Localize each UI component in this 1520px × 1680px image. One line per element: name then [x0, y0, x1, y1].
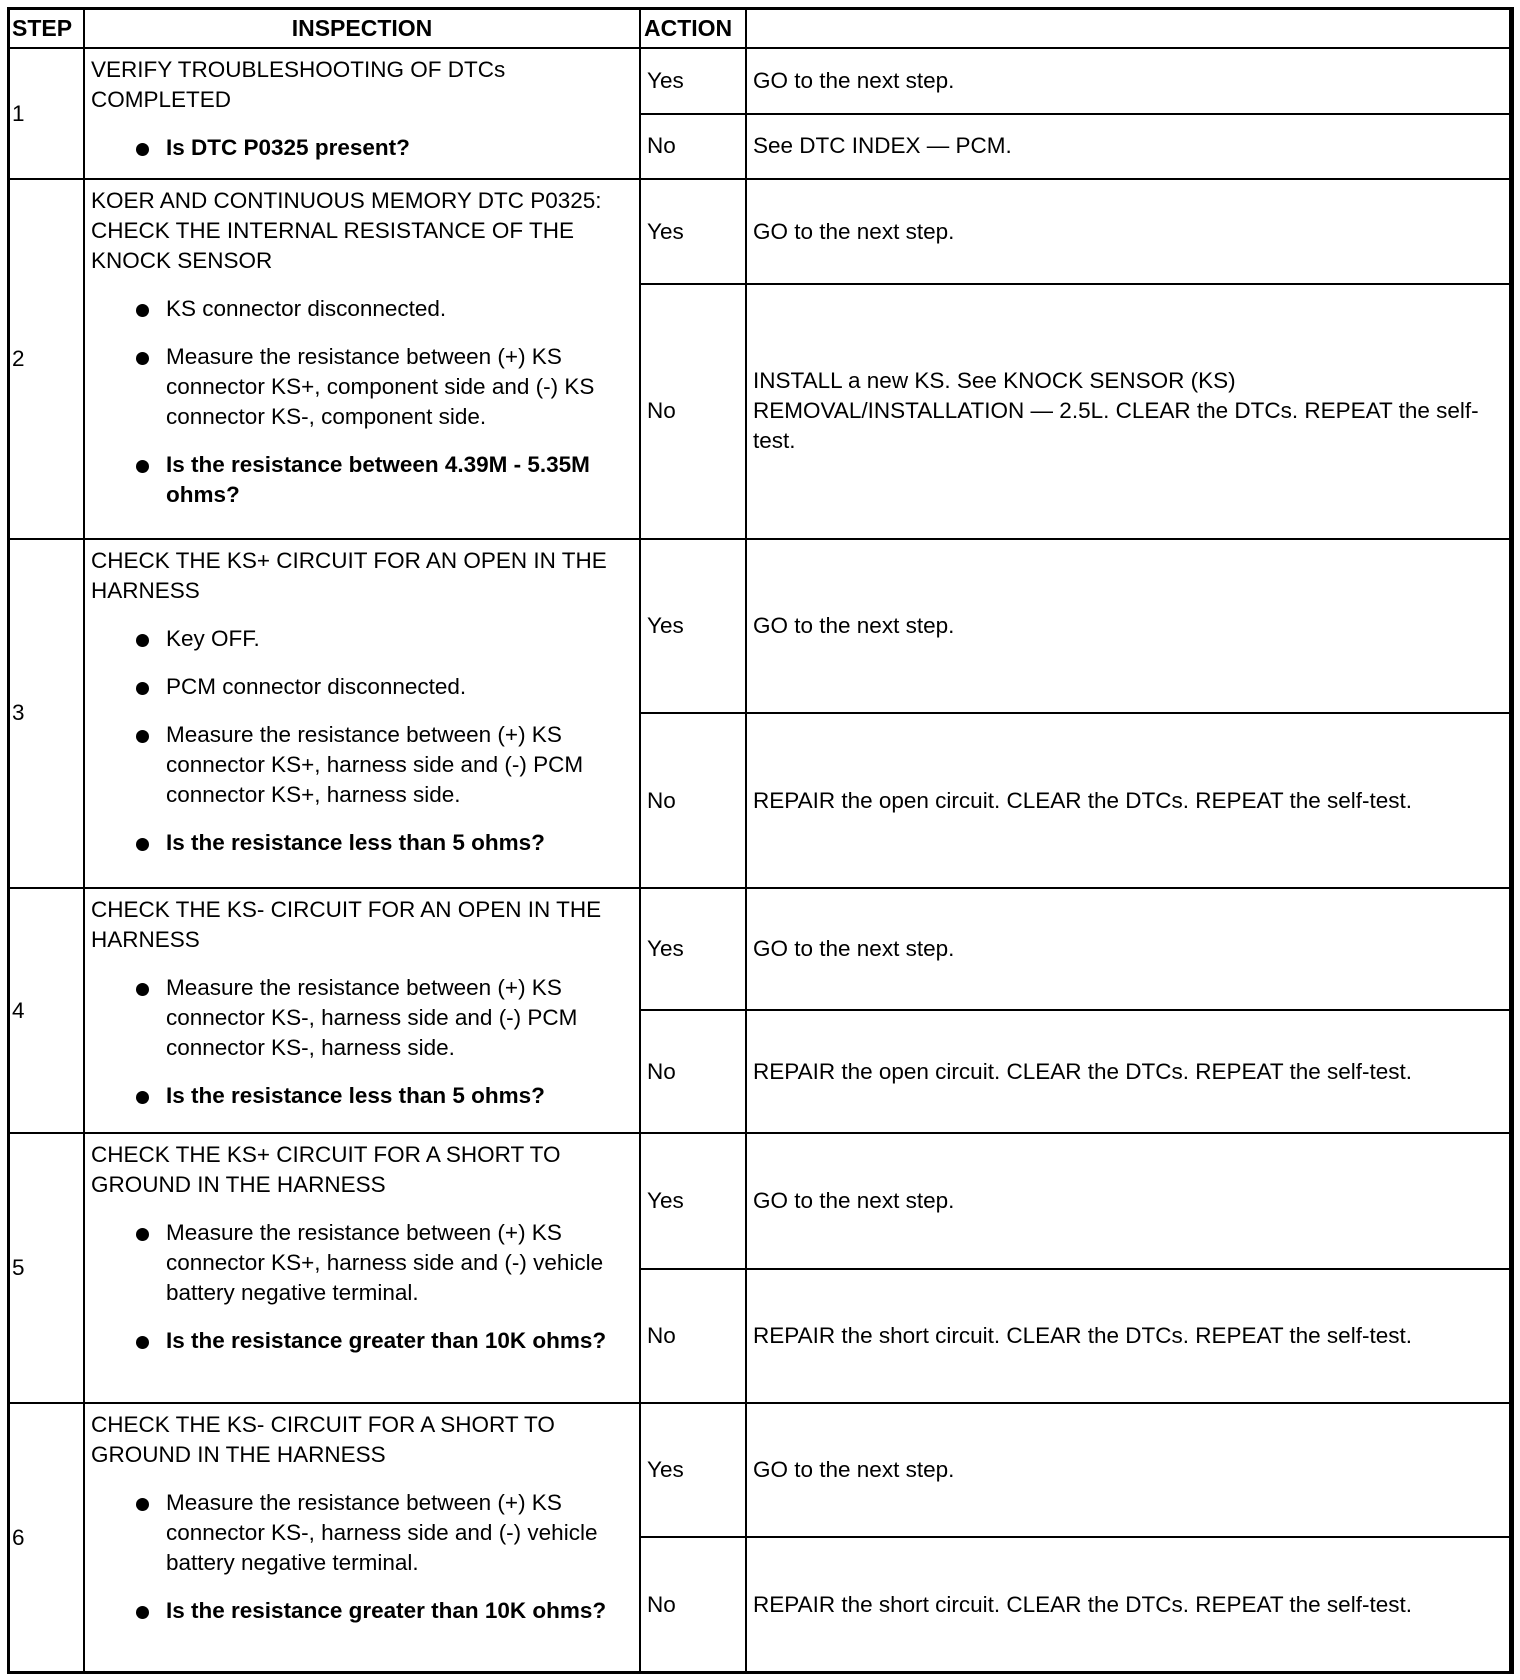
- inspection-title: KOER AND CONTINUOUS MEMORY DTC P0325: CHECK THE INTERNAL RESISTANCE OF THE KNOCK SENSOR: [91, 188, 602, 274]
- header-row: [8, 8, 1513, 48]
- inspection-bullet: PCM connector disconnected.: [91, 672, 631, 702]
- action-yes: GO to the next step.: [746, 1133, 1513, 1268]
- table-body: [8, 48, 1513, 1673]
- step-number: 4: [8, 888, 84, 1133]
- action-no: REPAIR the open circuit. CLEAR the DTCs. REPEAT the self-test.: [746, 1010, 1513, 1133]
- inspection-bullets: [91, 624, 631, 858]
- inspection-bullet: Measure the resistance between (+) KS connector KS+, harness side and (-) PCM connector KS+, harness side.: [91, 720, 631, 810]
- inspection-title: CHECK THE KS- CIRCUIT FOR AN OPEN IN THE HARNESS: [91, 896, 602, 952]
- action-no: INSTALL a new KS. See KNOCK SENSOR (KS) REMOVAL/INSTALLATION — 2.5L. CLEAR the DTCs. REPEAT the self-test.: [746, 284, 1513, 539]
- step-number: 1: [8, 48, 84, 179]
- inspection-bullet: Measure the resistance between (+) KS connector KS-, harness side and (-) PCM connector KS-, harness side.: [91, 973, 631, 1063]
- action-yes: GO to the next step.: [746, 888, 1513, 1010]
- inspection-bullet: Measure the resistance between (+) KS connector KS+, component side and (-) KS connector KS-, component side.: [91, 342, 631, 432]
- answer-no: No: [640, 1010, 746, 1133]
- inspection-bullet: Measure the resistance between (+) KS connector KS+, harness side and (-) vehicle battery negative terminal.: [91, 1218, 631, 1308]
- header-action: ACTION: [640, 8, 746, 48]
- inspection-question: Is the resistance greater than 10K ohms?: [91, 1326, 631, 1356]
- action-yes: GO to the next step.: [746, 179, 1513, 284]
- answer-yes: Yes: [640, 888, 746, 1010]
- inspection-bullets: [91, 1488, 631, 1626]
- action-yes: GO to the next step.: [746, 48, 1513, 114]
- answer-yes: Yes: [640, 179, 746, 284]
- action-no: REPAIR the short circuit. CLEAR the DTCs. REPEAT the self-test.: [746, 1269, 1513, 1403]
- inspection-question: Is the resistance less than 5 ohms?: [91, 1081, 631, 1111]
- inspection-cell: [84, 1403, 640, 1673]
- step-number: 6: [8, 1403, 84, 1673]
- action-yes: GO to the next step.: [746, 1403, 1513, 1537]
- header-inspection: INSPECTION: [84, 8, 640, 48]
- inspection-question: Is the resistance greater than 10K ohms?: [91, 1596, 631, 1626]
- action-yes: GO to the next step.: [746, 539, 1513, 714]
- action-no: See DTC INDEX — PCM.: [746, 114, 1513, 180]
- table-row: [8, 1403, 1513, 1537]
- inspection-question: Is the resistance between 4.39M - 5.35M ohms?: [91, 450, 631, 510]
- inspection-bullets: [91, 133, 631, 163]
- inspection-cell: [84, 1133, 640, 1403]
- answer-yes: Yes: [640, 1133, 746, 1268]
- header-result: [746, 8, 1513, 48]
- answer-no: No: [640, 1537, 746, 1673]
- answer-no: No: [640, 713, 746, 888]
- inspection-bullets: [91, 973, 631, 1111]
- inspection-cell: [84, 48, 640, 179]
- inspection-title: CHECK THE KS+ CIRCUIT FOR A SHORT TO GROUND IN THE HARNESS: [91, 1142, 561, 1198]
- table-row: [8, 179, 1513, 284]
- inspection-bullets: [91, 1218, 631, 1356]
- inspection-question: Is the resistance less than 5 ohms?: [91, 828, 631, 858]
- inspection-bullet: Measure the resistance between (+) KS connector KS-, harness side and (-) vehicle battery negative terminal.: [91, 1488, 631, 1578]
- answer-yes: Yes: [640, 539, 746, 714]
- inspection-bullets: [91, 294, 631, 510]
- answer-yes: Yes: [640, 1403, 746, 1537]
- inspection-title: CHECK THE KS+ CIRCUIT FOR AN OPEN IN THE HARNESS: [91, 547, 607, 603]
- inspection-cell: [84, 179, 640, 539]
- inspection-title: VERIFY TROUBLESHOOTING OF DTCs COMPLETED: [91, 57, 506, 112]
- step-number: 2: [8, 179, 84, 539]
- answer-no: No: [640, 1269, 746, 1403]
- inspection-question: Is DTC P0325 present?: [91, 133, 631, 163]
- answer-yes: Yes: [640, 48, 746, 114]
- inspection-bullet: Key OFF.: [91, 624, 631, 654]
- action-no: REPAIR the open circuit. CLEAR the DTCs. REPEAT the self-test.: [746, 713, 1513, 888]
- table-row: [8, 48, 1513, 114]
- answer-no: No: [640, 114, 746, 180]
- table-row: [8, 888, 1513, 1010]
- inspection-cell: [84, 539, 640, 888]
- inspection-cell: [84, 888, 640, 1133]
- answer-no: No: [640, 284, 746, 539]
- step-number: 3: [8, 539, 84, 888]
- inspection-title: CHECK THE KS- CIRCUIT FOR A SHORT TO GROUND IN THE HARNESS: [91, 1412, 555, 1468]
- diagnostic-table: [7, 7, 1514, 1674]
- table-row: [8, 539, 1513, 714]
- step-number: 5: [8, 1133, 84, 1403]
- inspection-bullet: KS connector disconnected.: [91, 294, 631, 324]
- header-step: STEP: [8, 8, 84, 48]
- action-no: REPAIR the short circuit. CLEAR the DTCs. REPEAT the self-test.: [746, 1537, 1513, 1673]
- table-row: [8, 1133, 1513, 1268]
